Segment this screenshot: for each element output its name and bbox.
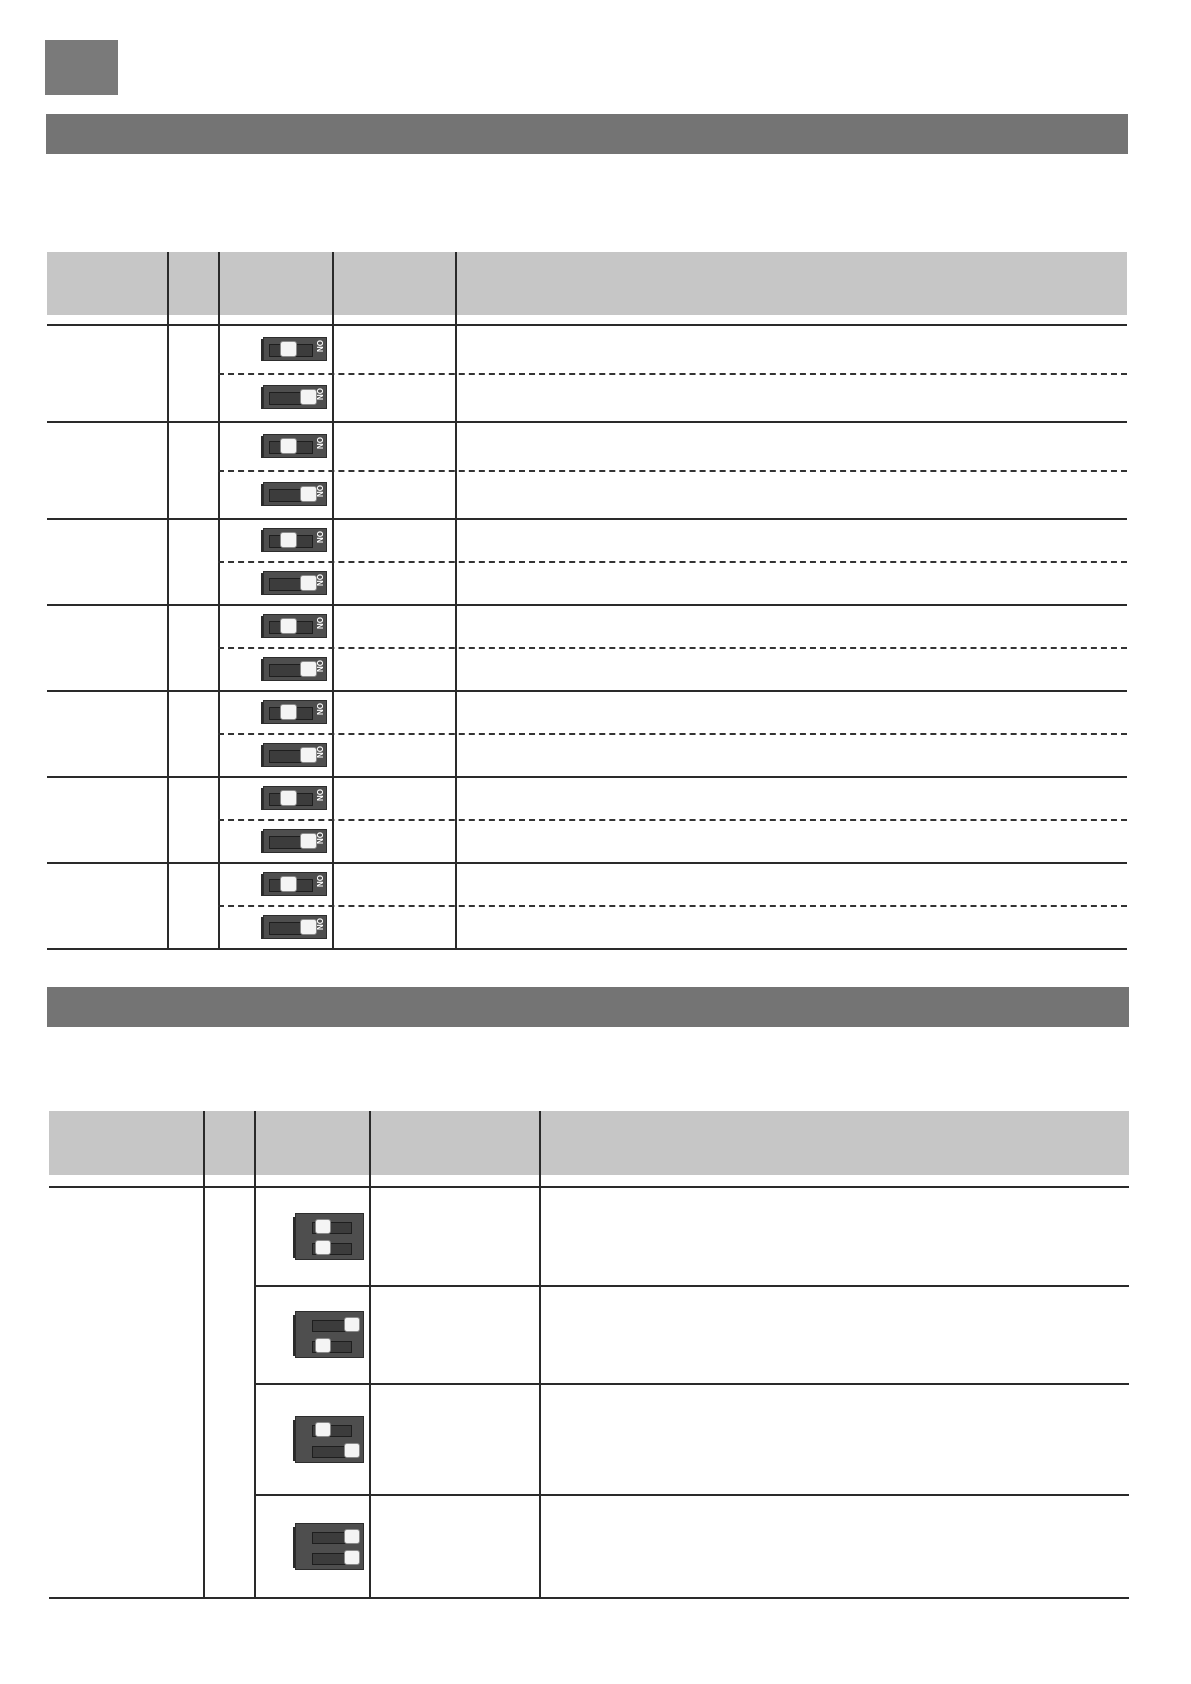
switch-knob xyxy=(280,532,297,548)
dip-switch-table-2 xyxy=(49,1111,1129,1597)
switch-on-label: ON xyxy=(315,703,324,715)
table-header-row xyxy=(49,1111,1129,1175)
dip-switch-on xyxy=(263,657,327,681)
double-dip-switch xyxy=(295,1416,364,1463)
switch-on-label: ON xyxy=(315,531,324,543)
option-divider xyxy=(218,905,1127,907)
group-divider xyxy=(47,421,1127,423)
column-divider xyxy=(167,252,169,948)
switch-knob-2 xyxy=(344,1550,360,1565)
switch-on-label: ON xyxy=(315,485,324,497)
switch-on-label: ON xyxy=(315,437,324,449)
double-dip-switch xyxy=(295,1311,364,1358)
group-divider xyxy=(47,776,1127,778)
switch-on-label: ON xyxy=(315,388,324,400)
dip-switch-off xyxy=(263,872,327,896)
switch-on-label: ON xyxy=(315,746,324,758)
switch-knob xyxy=(280,438,297,454)
switch-knob-1 xyxy=(315,1422,331,1437)
option-divider xyxy=(218,373,1127,375)
column-divider xyxy=(254,1111,256,1597)
switch-knob xyxy=(280,341,297,357)
group-divider xyxy=(47,862,1127,864)
switch-on-label: ON xyxy=(315,574,324,586)
switch-on-label: ON xyxy=(315,789,324,801)
section-header-bar-2 xyxy=(47,987,1129,1027)
switch-knob-2 xyxy=(315,1240,331,1255)
group-divider xyxy=(47,690,1127,692)
dip-switch-off xyxy=(263,528,327,552)
switch-knob xyxy=(280,618,297,634)
group-divider xyxy=(47,604,1127,606)
section-header-bar-1 xyxy=(46,114,1128,154)
dip-switch-on xyxy=(263,743,327,767)
group-divider xyxy=(47,518,1127,520)
option-divider xyxy=(218,470,1127,472)
dip-switch-off xyxy=(263,786,327,810)
double-dip-switch xyxy=(295,1523,364,1570)
dip-switch-off xyxy=(263,700,327,724)
row-divider xyxy=(254,1383,1129,1385)
dip-switch-on xyxy=(263,482,327,506)
switch-knob-1 xyxy=(315,1219,331,1234)
column-divider xyxy=(455,252,457,948)
row-divider xyxy=(254,1494,1129,1496)
column-divider xyxy=(539,1111,541,1597)
switch-knob xyxy=(280,790,297,806)
option-divider xyxy=(218,647,1127,649)
table-bottom-rule xyxy=(47,948,1127,950)
switch-on-label: ON xyxy=(315,660,324,672)
dip-switch-off xyxy=(263,337,327,361)
table-header-row xyxy=(47,252,1127,315)
switch-knob-2 xyxy=(344,1443,360,1458)
switch-knob xyxy=(280,876,297,892)
dip-switch-on xyxy=(263,829,327,853)
switch-knob-1 xyxy=(344,1317,360,1332)
dip-switch-on xyxy=(263,571,327,595)
switch-knob-2 xyxy=(315,1338,331,1353)
header-rule xyxy=(47,324,1127,326)
column-divider xyxy=(369,1111,371,1597)
header-rule xyxy=(49,1186,1129,1188)
row-divider xyxy=(254,1285,1129,1287)
option-divider xyxy=(218,733,1127,735)
option-divider xyxy=(218,561,1127,563)
column-divider xyxy=(332,252,334,948)
switch-on-label: ON xyxy=(315,918,324,930)
switch-on-label: ON xyxy=(315,875,324,887)
switch-on-label: ON xyxy=(315,832,324,844)
section-number-box xyxy=(45,40,118,95)
switch-on-label: ON xyxy=(315,340,324,352)
dip-switch-on xyxy=(263,915,327,939)
switch-on-label: ON xyxy=(315,617,324,629)
column-divider xyxy=(203,1111,205,1597)
dip-switch-off xyxy=(263,434,327,458)
dip-switch-on xyxy=(263,385,327,409)
dip-switch-off xyxy=(263,614,327,638)
column-divider xyxy=(218,252,220,948)
switch-knob-1 xyxy=(344,1529,360,1544)
table-bottom-rule xyxy=(49,1597,1129,1599)
option-divider xyxy=(218,819,1127,821)
double-dip-switch xyxy=(295,1213,364,1260)
switch-knob xyxy=(280,704,297,720)
dip-switch-table-1 xyxy=(47,252,1127,948)
